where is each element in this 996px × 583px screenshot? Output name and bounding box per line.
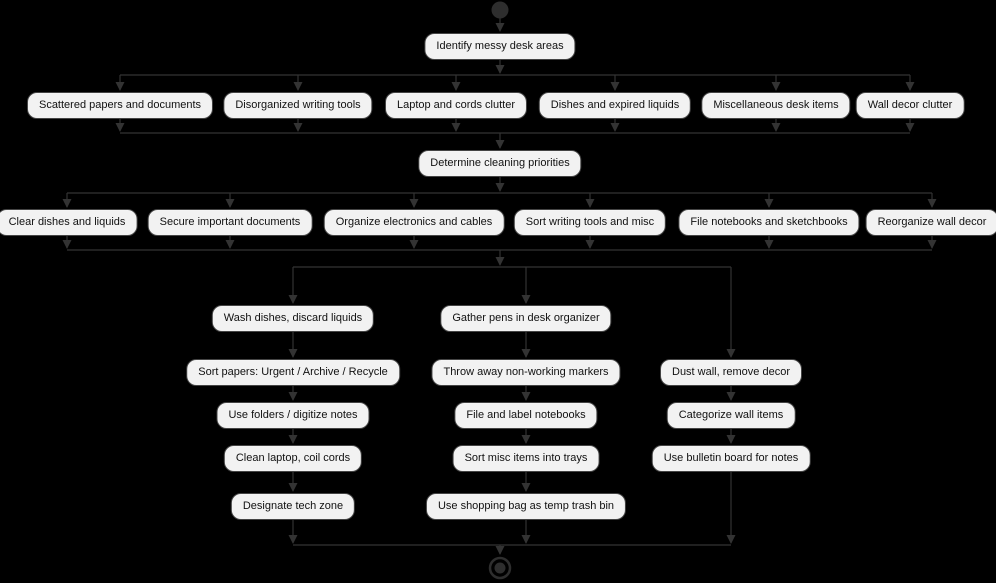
end-node-inner-dot: [495, 563, 506, 574]
node-use-folders-digitize-notes: Use folders / digitize notes: [216, 402, 369, 429]
node-scattered-papers: Scattered papers and documents: [27, 92, 213, 119]
node-identify-messy-desk-areas: Identify messy desk areas: [424, 33, 575, 60]
node-categorize-wall-items: Categorize wall items: [667, 402, 796, 429]
node-dishes-expired-liquids: Dishes and expired liquids: [539, 92, 691, 119]
node-wash-dishes-discard-liquids: Wash dishes, discard liquids: [212, 305, 374, 332]
node-dust-wall-remove-decor: Dust wall, remove decor: [660, 359, 802, 386]
node-reorganize-wall-decor: Reorganize wall decor: [866, 209, 996, 236]
node-file-label-notebooks: File and label notebooks: [454, 402, 597, 429]
node-wall-decor-clutter: Wall decor clutter: [856, 92, 965, 119]
node-sort-writing-tools-misc: Sort writing tools and misc: [514, 209, 666, 236]
node-sort-misc-items-trays: Sort misc items into trays: [453, 445, 600, 472]
node-clean-laptop-coil-cords: Clean laptop, coil cords: [224, 445, 362, 472]
node-sort-papers: Sort papers: Urgent / Archive / Recycle: [186, 359, 400, 386]
node-designate-tech-zone: Designate tech zone: [231, 493, 355, 520]
node-determine-cleaning-priorities: Determine cleaning priorities: [418, 150, 581, 177]
node-shopping-bag-trash-bin: Use shopping bag as temp trash bin: [426, 493, 626, 520]
node-laptop-cords-clutter: Laptop and cords clutter: [385, 92, 527, 119]
node-throw-away-markers: Throw away non-working markers: [431, 359, 620, 386]
node-bulletin-board-for-notes: Use bulletin board for notes: [652, 445, 811, 472]
start-node: [492, 2, 509, 19]
end-node: [490, 558, 510, 578]
node-secure-important-documents: Secure important documents: [148, 209, 313, 236]
node-organize-electronics-cables: Organize electronics and cables: [324, 209, 505, 236]
node-clear-dishes-liquids: Clear dishes and liquids: [0, 209, 137, 236]
node-gather-pens-desk-organizer: Gather pens in desk organizer: [440, 305, 611, 332]
node-file-notebooks-sketchbooks: File notebooks and sketchbooks: [678, 209, 859, 236]
node-miscellaneous-desk-items: Miscellaneous desk items: [701, 92, 850, 119]
node-disorganized-writing-tools: Disorganized writing tools: [223, 92, 372, 119]
